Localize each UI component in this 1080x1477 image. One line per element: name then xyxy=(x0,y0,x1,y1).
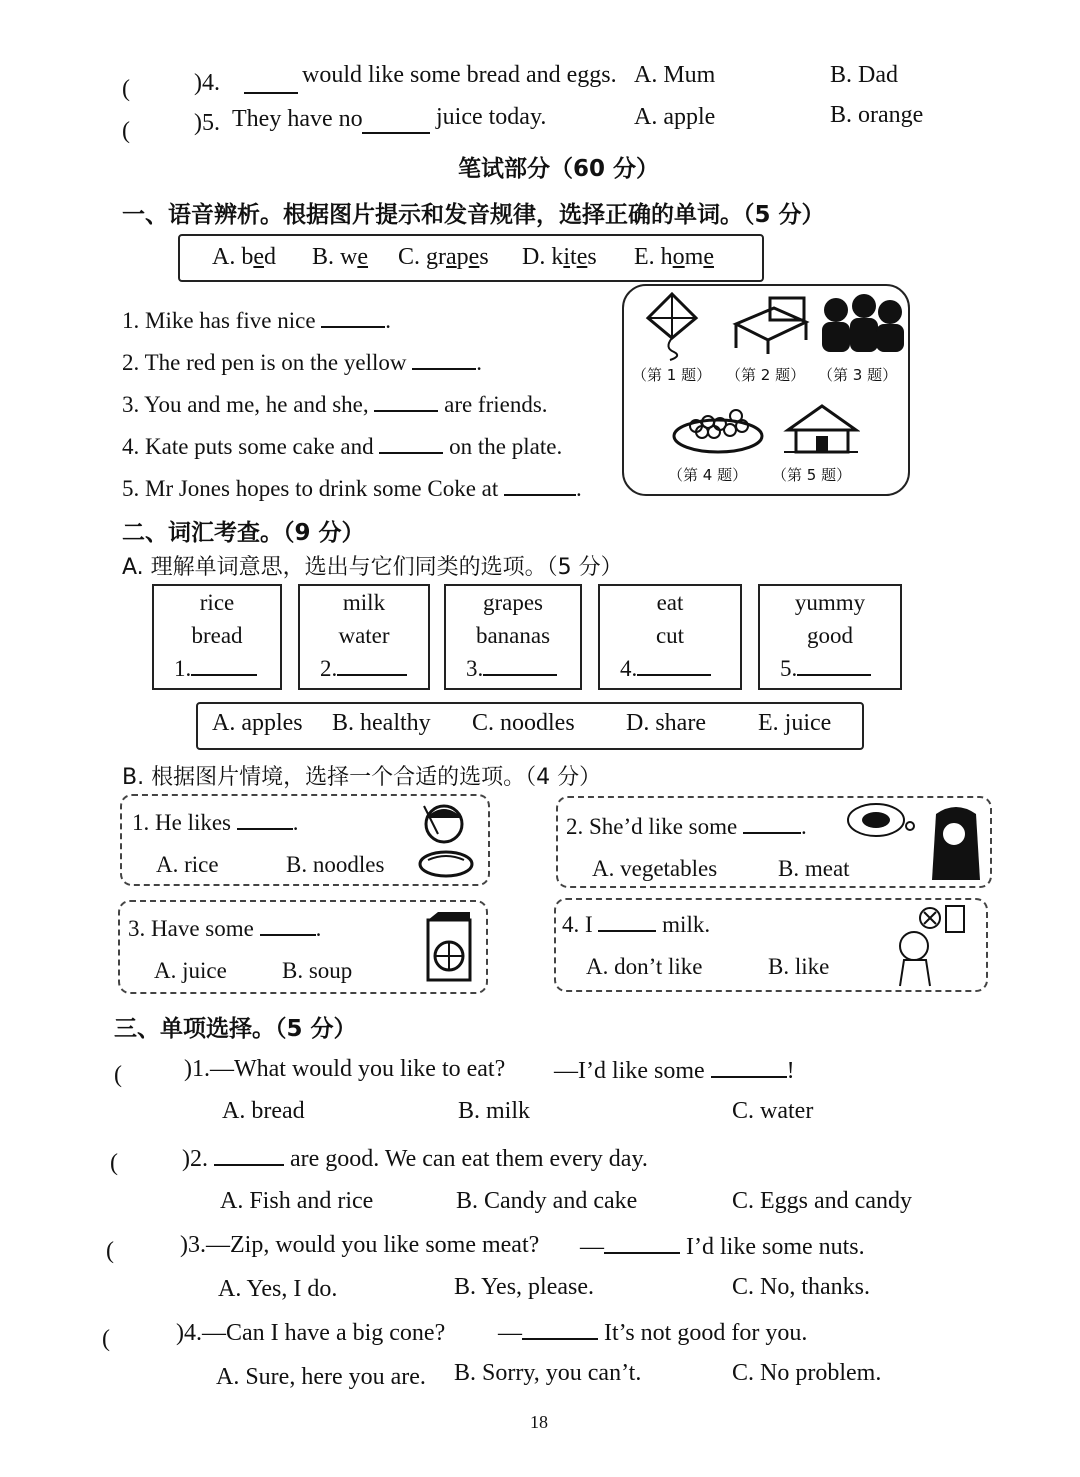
answer-blank[interactable] xyxy=(337,654,407,676)
people-group-icon xyxy=(818,292,906,354)
answer-blank[interactable] xyxy=(797,654,871,676)
pq4-stem: 4. I milk. xyxy=(562,912,711,937)
pq3-option-b: B. soup xyxy=(282,958,353,983)
mc1-option-a: A. bread xyxy=(222,1098,305,1124)
option-a: A. apple xyxy=(634,104,716,130)
pq3-option-a: A. juice xyxy=(154,958,227,983)
mc-question-3: )3.—Zip, would you like some meat? xyxy=(180,1232,540,1258)
paren: ( xyxy=(122,76,130,102)
vocab-cell-5: yummy good 5. xyxy=(758,584,902,690)
mc-question-4-reply: — It’s not good for you. xyxy=(498,1320,808,1346)
paren-left: ( xyxy=(102,1326,110,1352)
grapes-plate-icon xyxy=(672,402,766,456)
boy-eating-noodles-icon xyxy=(408,800,484,882)
caption-5: （第 5 题） xyxy=(772,466,852,484)
answer-blank[interactable] xyxy=(321,306,385,328)
answer-blank[interactable] xyxy=(412,348,476,370)
girl-thinking-meat-icon xyxy=(846,800,986,886)
answer-blank[interactable] xyxy=(711,1056,787,1078)
choice-b: B. healthy xyxy=(332,710,431,736)
phonics-question-4: 4. Kate puts some cake and on the plate. xyxy=(122,434,563,459)
answer-blank[interactable] xyxy=(237,808,293,830)
mc3-option-c: C. No, thanks. xyxy=(732,1274,870,1300)
kite-icon xyxy=(640,290,704,362)
pq4-option-a: A. don’t like xyxy=(586,954,703,979)
paren-left: ( xyxy=(106,1238,114,1264)
written-part-title: 笔试部分（60 分） xyxy=(458,156,660,182)
phonics-option-c: C. grapes xyxy=(398,244,489,270)
mc3-option-b: B. Yes, please. xyxy=(454,1274,595,1300)
pq1-option-a: A. rice xyxy=(156,852,219,877)
pq4-option-b: B. like xyxy=(768,954,830,979)
mc3-option-a: A. Yes, I do. xyxy=(218,1276,338,1302)
question-text-end: juice today. xyxy=(436,104,547,130)
section-2-title: 二、词汇考查。（9 分） xyxy=(122,520,365,546)
juice-box-icon xyxy=(424,910,474,984)
answer-blank[interactable] xyxy=(191,654,257,676)
answer-blank[interactable] xyxy=(604,1232,680,1254)
phonics-question-2: 2. The red pen is on the yellow . xyxy=(122,350,482,375)
pq1-stem: 1. He likes . xyxy=(132,810,299,835)
caption-4: （第 4 题） xyxy=(668,466,748,484)
vocab-cell-3: grapes bananas 3. xyxy=(444,584,582,690)
phonics-question-1: 1. Mike has five nice . xyxy=(122,308,392,333)
option-b: B. orange xyxy=(830,102,924,128)
mc-question-3-reply: — I’d like some nuts. xyxy=(580,1234,865,1260)
question-text: would like some bread and eggs. xyxy=(302,62,617,88)
section-3-title: 三、单项选择。（5 分） xyxy=(114,1016,357,1042)
choice-c: C. noodles xyxy=(472,710,575,736)
answer-blank[interactable] xyxy=(637,654,711,676)
mc1-option-b: B. milk xyxy=(458,1098,531,1124)
paren-left: ( xyxy=(110,1150,118,1176)
answer-blank[interactable] xyxy=(598,910,656,932)
pq3-stem: 3. Have some . xyxy=(128,916,322,941)
option-b: B. Dad xyxy=(830,62,898,88)
mc2-option-c: C. Eggs and candy xyxy=(732,1188,912,1214)
boy-dislikes-milk-icon xyxy=(890,902,970,988)
mc-question-4: )4.—Can I have a big cone? xyxy=(176,1320,446,1346)
phonics-option-a: A. bed xyxy=(212,244,276,270)
vocab-cell-2: milk water 2. xyxy=(298,584,430,690)
choice-d: D. share xyxy=(626,710,706,736)
phonics-question-3: 3. You and me, he and she, are friends. xyxy=(122,392,548,417)
choice-a: A. apples xyxy=(212,710,303,736)
mc4-option-a: A. Sure, here you are. xyxy=(216,1364,426,1390)
question-text: They have no xyxy=(232,106,363,132)
house-icon xyxy=(782,400,860,456)
question-number: )5. xyxy=(194,110,220,136)
caption-3: （第 3 题） xyxy=(818,366,898,384)
bed-icon xyxy=(730,294,810,356)
page-number: 18 xyxy=(530,1412,548,1432)
pq2-stem: 2. She’d like some . xyxy=(566,814,807,839)
caption-2: （第 2 题） xyxy=(726,366,806,384)
answer-blank[interactable] xyxy=(362,112,430,134)
pq2-option-b: B. meat xyxy=(778,856,850,881)
mc-question-1: )1.—What would you like to eat? xyxy=(184,1056,506,1082)
vocab-cell-4: eat cut 4. xyxy=(598,584,742,690)
pq1-option-b: B. noodles xyxy=(286,852,385,877)
phonics-option-d: D. kites xyxy=(522,244,597,270)
answer-blank[interactable] xyxy=(522,1318,598,1340)
answer-blank[interactable] xyxy=(504,474,576,496)
phonics-option-e: E. home xyxy=(634,244,714,270)
phonics-option-b: B. we xyxy=(312,244,369,270)
answer-blank[interactable] xyxy=(374,390,438,412)
phonics-question-5: 5. Mr Jones hopes to drink some Coke at . xyxy=(122,476,582,501)
section-1-title: 一、语音辨析。根据图片提示和发音规律，选择正确的单词。（5 分） xyxy=(122,202,825,228)
vocab-cell-1: rice bread 1. xyxy=(152,584,282,690)
answer-blank[interactable] xyxy=(379,432,443,454)
mc1-option-c: C. water xyxy=(732,1098,814,1124)
mc4-option-b: B. Sorry, you can’t. xyxy=(454,1360,642,1386)
mc-question-1-reply: —I’d like some ! xyxy=(554,1058,795,1084)
mc2-option-b: B. Candy and cake xyxy=(456,1188,638,1214)
part-a-title: A. 理解单词意思，选出与它们同类的选项。（5 分） xyxy=(122,555,623,580)
answer-blank[interactable] xyxy=(214,1144,284,1166)
answer-blank[interactable] xyxy=(244,72,298,94)
paren-left: ( xyxy=(114,1062,122,1088)
mc2-option-a: A. Fish and rice xyxy=(220,1188,374,1214)
pq2-option-a: A. vegetables xyxy=(592,856,718,881)
answer-blank[interactable] xyxy=(483,654,557,676)
caption-1: （第 1 题） xyxy=(632,366,712,384)
answer-blank[interactable] xyxy=(260,914,316,936)
question-number: )4. xyxy=(194,70,220,96)
choice-e: E. juice xyxy=(758,710,832,736)
mc-question-2: )2. are good. We can eat them every day. xyxy=(182,1146,648,1172)
mc4-option-c: C. No problem. xyxy=(732,1360,882,1386)
paren: ( xyxy=(122,118,130,144)
option-a: A. Mum xyxy=(634,62,716,88)
answer-blank[interactable] xyxy=(743,812,801,834)
part-b-title: B. 根据图片情境，选择一个合适的选项。（4 分） xyxy=(122,765,602,790)
